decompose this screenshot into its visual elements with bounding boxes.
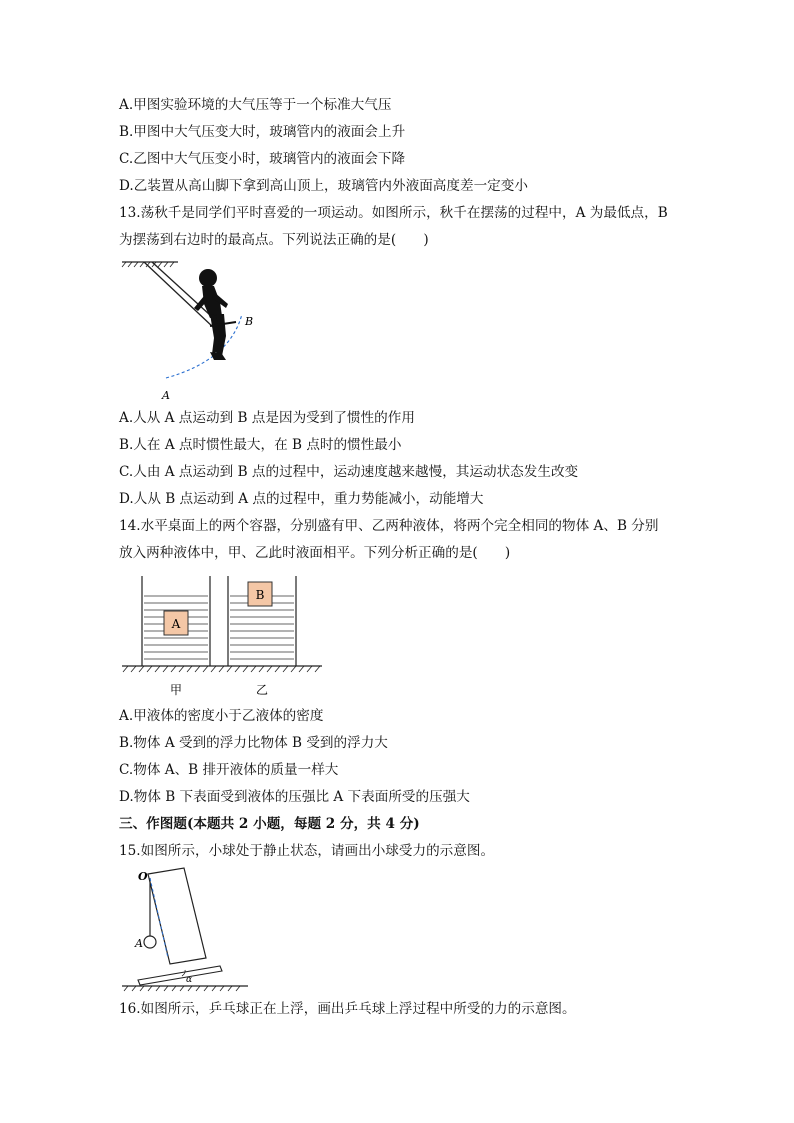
q12-option-c: C.乙图中大气压变小时，玻璃管内的液面会下降	[119, 151, 406, 167]
q15-stem: 15.如图所示，小球处于静止状态，请画出小球受力的示意图。	[119, 843, 495, 859]
q13-stem-line1: 13.荡秋千是同学们平时喜爱的一项运动。如图所示，秋千在摆荡的过程中，A 为最低点，B	[119, 205, 668, 221]
q14-option-c: C.物体 A、B 排开液体的质量一样大	[119, 762, 339, 778]
swing-figure	[118, 256, 268, 402]
block-b-label: B	[255, 588, 265, 602]
label-point-b: B	[245, 315, 254, 328]
q14-stem-line1: 14.水平桌面上的两个容器，分别盛有甲、乙两种液体，将两个完全相同的物体 A、B 分别	[119, 518, 659, 534]
q12-option-a: A.甲图实验环境的大气压等于一个标准大气压	[119, 97, 392, 113]
label-point-a: A	[162, 389, 170, 402]
q13-option-d: D.人从 B 点运动到 A 点的过程中，重力势能减小，动能增大	[119, 491, 484, 507]
section-heading: 三、作图题(本题共 2 小题，每题 2 分，共 4 分)	[119, 816, 420, 832]
block-a-label: A	[171, 617, 181, 631]
q14-option-b: B.物体 A 受到的浮力比物体 B 受到的浮力大	[119, 735, 388, 751]
q13-option-c: C.人由 A 点运动到 B 点的过程中，运动速度越来越慢，其运动状态发生改变	[119, 464, 579, 480]
label-jia: 甲	[169, 683, 183, 697]
ball	[144, 936, 156, 948]
label-alpha: α	[186, 975, 193, 985]
q14-option-d: D.物体 B 下表面受到液体的压强比 A 下表面所受的压强大	[119, 789, 470, 805]
label-yi: 乙	[255, 683, 269, 697]
q14-stem-line2: 放入两种液体中，甲、乙此时液面相平。下列分析正确的是( )	[119, 545, 511, 561]
q12-option-b: B.甲图中大气压变大时，玻璃管内的液面会上升	[119, 124, 406, 140]
q12-option-d: D.乙装置从高山脚下拿到高山顶上，玻璃管内外液面高度差一定变小	[119, 178, 528, 194]
label-point-a: A	[135, 937, 143, 950]
q14-option-a: A.甲液体的密度小于乙液体的密度	[119, 708, 324, 724]
q13-option-b: B.人在 A 点时惯性最大，在 B 点时的惯性最小	[119, 437, 402, 453]
q13-stem-line2: 为摆荡到右边时的最高点。下列说法正确的是( )	[119, 232, 429, 248]
q13-option-a: A.人从 A 点运动到 B 点是因为受到了惯性的作用	[119, 410, 415, 426]
label-point-o: O	[138, 870, 148, 883]
containers-figure	[118, 572, 330, 700]
q16-stem: 16.如图所示，乒乓球正在上浮，画出乒乓球上浮过程中所受的力的示意图。	[119, 1001, 576, 1017]
ball-figure	[118, 866, 258, 992]
